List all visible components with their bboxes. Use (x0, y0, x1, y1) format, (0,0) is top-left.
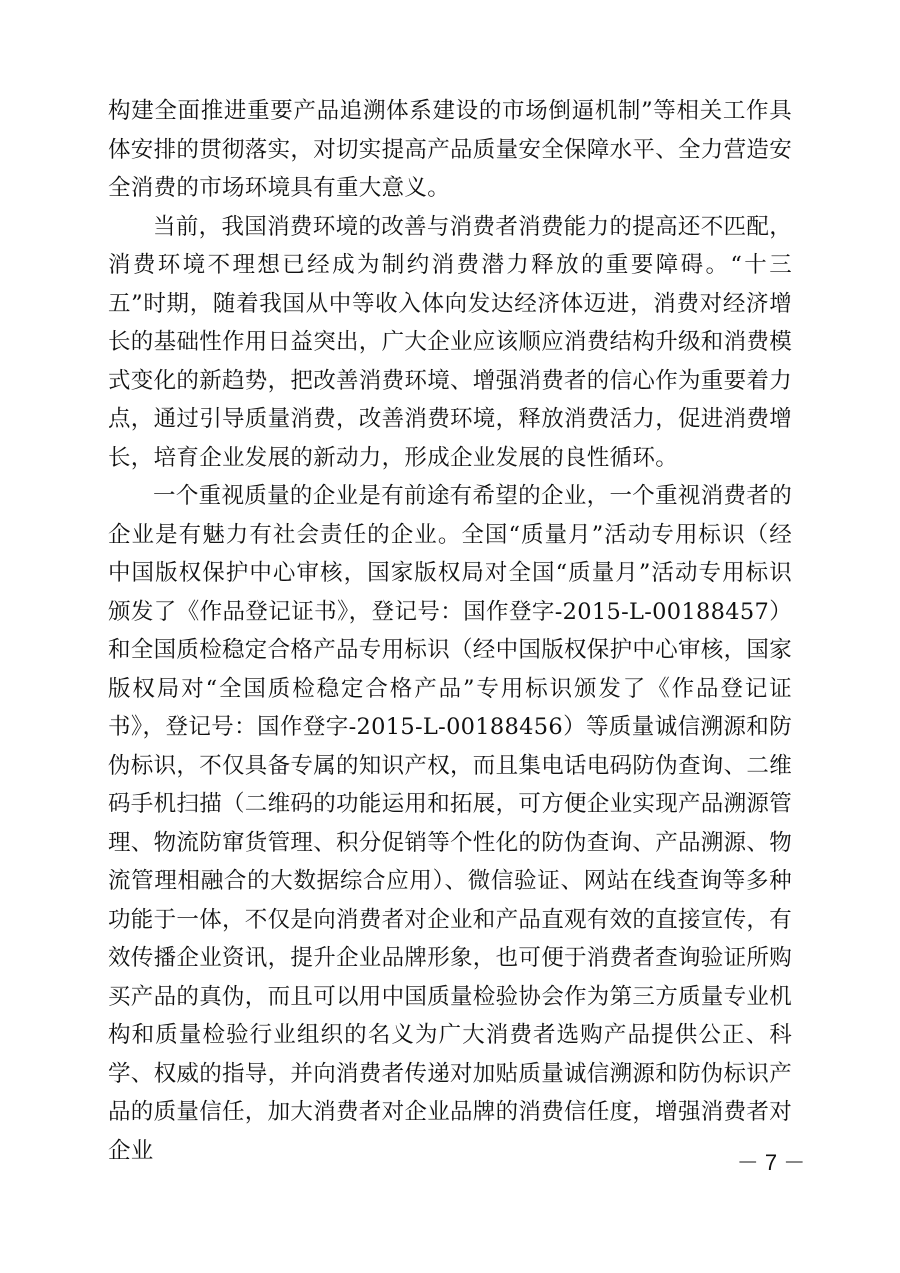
paragraph-1: 构建全面推进重要产品追溯体系建设的市场倒逼机制”等相关工作具体安排的贯彻落实，对切实提高产品质量安全保障水平、全力营造安全消费的市场环境具有重大意义。 (108, 98, 793, 201)
document-body (108, 92, 792, 1170)
page-number: － 7 － (736, 1150, 806, 1175)
paragraph-3: 一个重视质量的企业是有前途有希望的企业，一个重视消费者的企业是有魅力有社会责任的企业。全国“质量月”活动专用标识（经中国版权保护中心审核，国家版权局对全国“质量月”活动专用标识颁发了《作品登记证书》，登记号：国作登字-2015-L-00188457）和全国质检稳定合格产品专用标识（经中国版权保护中心审核，国家版权局对“全国质检稳定合格产品”专用标识颁发了《作品登记证书》，登记号：国作登字-2015-L-00188456）等质量诚信溯源和防伪标识，不仅具备专属的知识产权，而且集电话电码防伪查询、二维码手机扫描（二维码的功能运用和拓展，可方便企业实现产品溯源管理、物流防窜货管理、积分促销等个性化的防伪查询、产品溯源、物流管理相融合的大数据综合应用）、微信验证、网站在线查询等多种功能于一体，不仅是向消费者对企业和产品直观有效的直接宣传，有效传播企业资讯，提升企业品牌形象，也可便于消费者查询验证所购买产品的真伪，而且可以用中国质量检验协会作为第三方质量专业机构和质量检验行业组织的名义为广大消费者选购产品提供公正、科学、权威的指导，并向消费者传递对加贴质量诚信溯源和防伪标识产品的质量信任，加大消费者对企业品牌的消费信任度，增强消费者对企业 (108, 483, 793, 1164)
paragraph-2: 当前，我国消费环境的改善与消费者消费能力的提高还不匹配，消费环境不理想已经成为制约消费潜力释放的重要障碍。“十三五”时期，随着我国从中等收入体向发达经济体迈进，消费对经济增长的基础性作用日益突出，广大企业应该顺应消费结构升级和消费模式变化的新趋势，把改善消费环境、增强消费者的信心作为重要着力点，通过引导质量消费，改善消费环境，释放消费活力，促进消费增长，培育企业发展的新动力，形成企业发展的良性循环。 (108, 213, 793, 471)
